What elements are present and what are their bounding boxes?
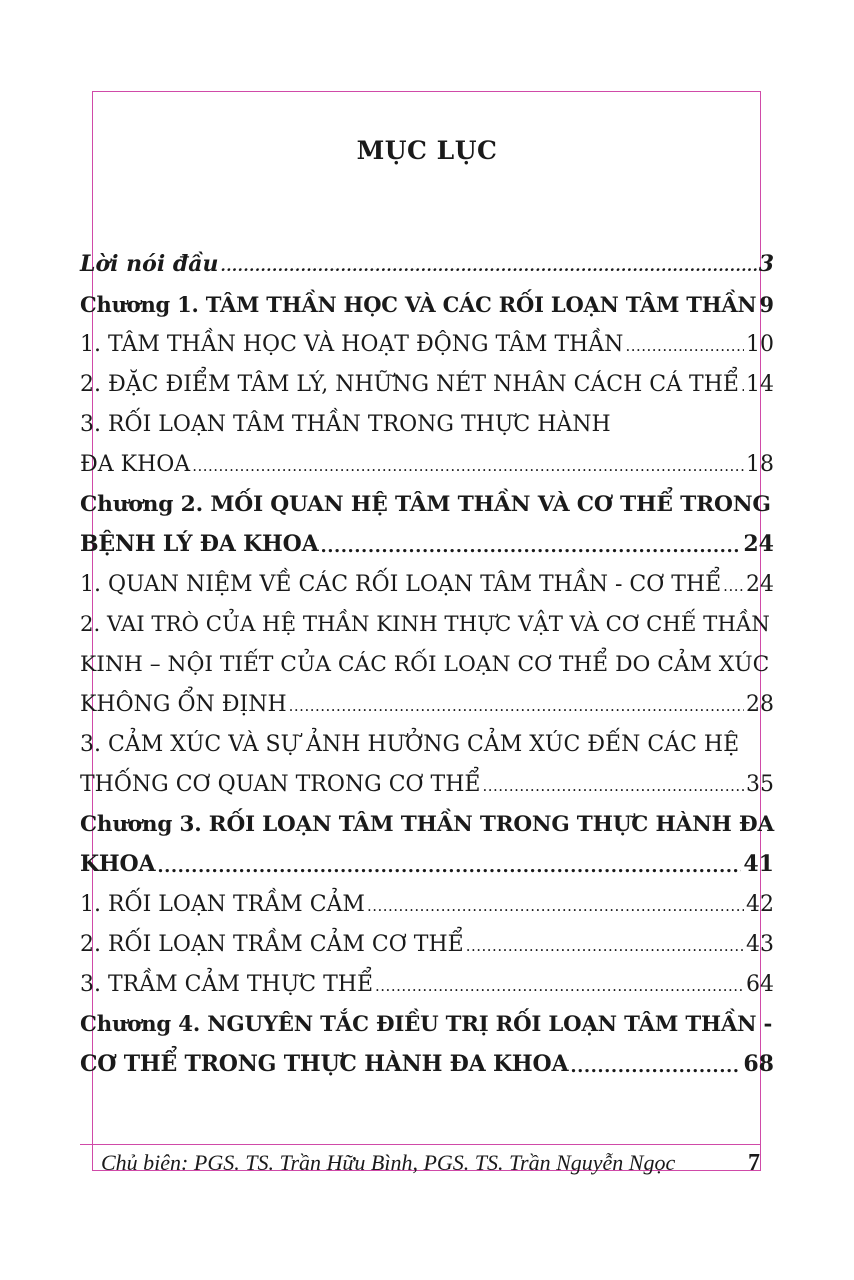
toc-entry-text: ĐA KHOA <box>80 451 191 477</box>
toc-entry-3-3[interactable] <box>80 964 774 1004</box>
toc-entry-chapter-1[interactable] <box>80 284 774 324</box>
toc-entry-text: 3. TRẦM CẢM THỰC THỂ <box>80 971 374 997</box>
footer-authors: Chủ biên: PGS. TS. Trần Hữu Bình, PGS. TS. Trần Nguyễn Ngọc <box>101 1150 676 1175</box>
dot-leader <box>289 697 744 724</box>
dot-leader <box>157 856 741 884</box>
toc-entry-2-3-line2[interactable] <box>80 764 774 804</box>
toc-entry-chapter-4-line2[interactable] <box>80 1044 774 1084</box>
toc-entry-text: 1. RỐI LOẠN TRẦM CẢM <box>80 891 365 917</box>
toc-page-number: 28 <box>746 691 774 717</box>
dot-leader <box>723 577 744 604</box>
toc-entry-1-1[interactable] <box>80 324 774 364</box>
toc-page-number: 9 <box>759 291 774 317</box>
toc-page-number: 42 <box>746 891 774 917</box>
toc-entry-text: CƠ THỂ TRONG THỰC HÀNH ĐA KHOA <box>80 1051 569 1077</box>
toc-page-number: 68 <box>743 1051 774 1077</box>
toc-entry-3-1[interactable] <box>80 884 774 924</box>
toc-entry-text: 1. TÂM THẦN HỌC VÀ HOẠT ĐỘNG TÂM THẦN <box>80 331 624 357</box>
dot-leader <box>625 337 744 364</box>
toc-entry-text: 2. ĐẶC ĐIỂM TÂM LÝ, NHỮNG NÉT NHÂN CÁCH CÁ THỂ <box>80 371 739 397</box>
toc-page-number: 10 <box>746 331 774 357</box>
toc-entry-1-2[interactable] <box>80 364 774 404</box>
toc-entry-chapter-4-line1[interactable] <box>80 1004 774 1044</box>
toc-entry-text: KINH – NỘI TIẾT CỦA CÁC RỐI LOẠN CƠ THỂ DO CẢM XÚC <box>80 651 770 677</box>
dot-leader <box>466 937 744 964</box>
toc-entry-text: 3. CẢM XÚC VÀ SỰ ẢNH HƯỞNG CẢM XÚC ĐẾN CÁC HỆ <box>80 731 740 757</box>
toc-page-number: 24 <box>743 531 774 557</box>
toc-entry-2-3-line1[interactable] <box>80 724 774 764</box>
toc-entry-2-2-line1[interactable] <box>80 604 774 644</box>
toc-entry-text: Chương 3. RỐI LOẠN TÂM THẦN TRONG THỰC HÀNH ĐA <box>80 811 774 837</box>
dot-leader <box>570 1056 741 1084</box>
toc-entry-text: Chương 4. NGUYÊN TẮC ĐIỀU TRỊ RỐI LOẠN TÂM THẦN - <box>80 1011 773 1037</box>
page-title: MỤC LỤC <box>356 136 498 165</box>
toc-entry-text: 2. VAI TRÒ CỦA HỆ THẦN KINH THỰC VẬT VÀ CƠ CHẾ THẦN <box>80 611 770 637</box>
dot-leader <box>367 897 744 924</box>
toc-entry-text: BỆNH LÝ ĐA KHOA <box>80 531 319 557</box>
footer-margin-line <box>80 1144 761 1145</box>
toc-entry-text: Lời nói đầu <box>80 251 219 277</box>
toc-entry-3-2[interactable] <box>80 924 774 964</box>
toc-entry-text: THỐNG CƠ QUAN TRONG CƠ THỂ <box>80 771 481 797</box>
toc-page-number: 35 <box>746 771 774 797</box>
dot-leader <box>320 536 741 564</box>
toc-entry-chapter-2-line2[interactable] <box>80 524 774 564</box>
toc-page-number: 24 <box>746 571 774 597</box>
toc-entry-text: 2. RỐI LOẠN TRẦM CẢM CƠ THỂ <box>80 931 464 957</box>
toc-entry-text: KHOA <box>80 851 156 877</box>
dot-leader <box>482 777 744 804</box>
toc-entry-text: KHÔNG ỔN ĐỊNH <box>80 691 287 717</box>
toc-entry-text: 1. QUAN NIỆM VỀ CÁC RỐI LOẠN TÂM THẦN - CƠ THỂ <box>80 571 722 597</box>
toc-entry-chapter-3-line2[interactable] <box>80 844 774 884</box>
toc-entry-preface[interactable] <box>80 244 774 284</box>
toc-entry-text: 3. RỐI LOẠN TÂM THẦN TRONG THỰC HÀNH <box>80 411 611 437</box>
dot-leader <box>192 457 744 484</box>
toc-entry-chapter-2-line1[interactable] <box>80 484 774 524</box>
toc-page-number: 41 <box>743 851 774 877</box>
toc-entry-2-1[interactable] <box>80 564 774 604</box>
toc-page-number: 64 <box>746 971 774 997</box>
dot-leader <box>741 377 744 404</box>
dot-leader <box>220 257 756 284</box>
toc-entry-text: Chương 2. MỐI QUAN HỆ TÂM THẦN VÀ CƠ THỂ TRONG <box>80 491 771 517</box>
dot-leader <box>375 977 744 1004</box>
toc-entry-2-2-line3[interactable] <box>80 684 774 724</box>
toc-entry-1-3-line2[interactable] <box>80 444 774 484</box>
toc-entry-text: Chương 1. TÂM THẦN HỌC VÀ CÁC RỐI LOẠN TÂM THẦN <box>80 291 757 317</box>
toc-page-number: 43 <box>746 931 774 957</box>
toc-entry-2-2-line2[interactable] <box>80 644 774 684</box>
toc-page-number: 3 <box>758 251 774 277</box>
toc-entry-1-3-line1[interactable] <box>80 404 774 444</box>
toc-page-number: 14 <box>746 371 774 397</box>
toc-entry-chapter-3-line1[interactable] <box>80 804 774 844</box>
table-of-contents <box>80 244 774 1084</box>
page-number: 7 <box>748 1150 760 1176</box>
toc-page-number: 18 <box>746 451 774 477</box>
